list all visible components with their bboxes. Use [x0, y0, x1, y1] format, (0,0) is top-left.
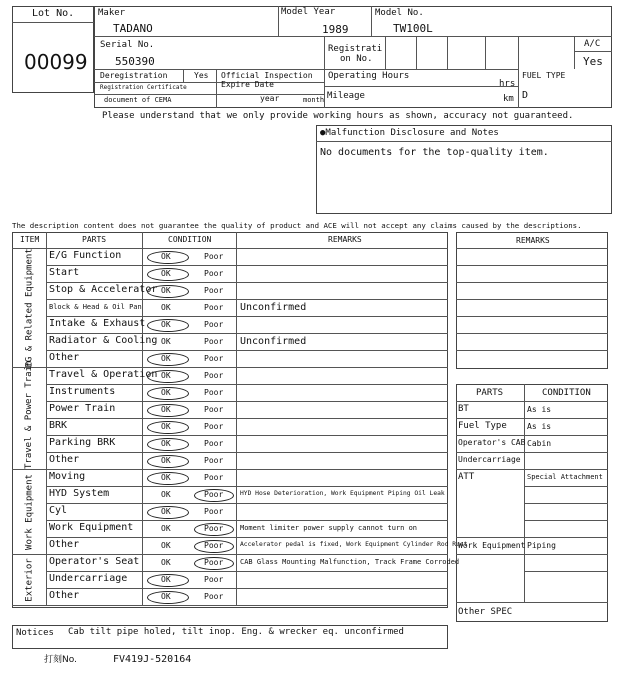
poor-option[interactable]: Poor: [204, 456, 224, 465]
right-condition-value: Special Attachment: [527, 473, 603, 481]
part-label: Travel & Operation: [49, 369, 158, 380]
ok-selected-circle: [147, 251, 189, 264]
mileage-label: Mileage: [327, 91, 365, 101]
table-header-parts: PARTS: [82, 235, 107, 244]
inspection-label-2: Expire Date: [221, 80, 274, 89]
other-spec-label: Other SPEC: [458, 607, 513, 617]
table-header-condition: CONDITION: [168, 235, 212, 244]
table-row: [46, 469, 448, 486]
remark-text: Unconfirmed: [240, 302, 307, 313]
ok-option[interactable]: OK: [161, 405, 171, 414]
poor-selected-circle: [194, 489, 234, 502]
malfunction-title: ●Malfunction Disclosure and Notes: [320, 128, 499, 138]
disclaimer: The description content does not guarantee the quality of product and ACE will not accept any claims caused by the descriptions.: [12, 221, 582, 230]
ok-selected-circle: [147, 591, 189, 604]
remark-text: HYD Hose Deterioration, Work Equipment Piping Oil Leak: [240, 490, 445, 497]
serial-value: 550390: [115, 55, 155, 68]
ok-option[interactable]: OK: [161, 371, 171, 380]
ok-option[interactable]: OK: [161, 439, 171, 448]
table-header-remarks: REMARKS: [328, 235, 362, 244]
registration-label-2: on No.: [340, 54, 373, 64]
poor-option[interactable]: Poor: [204, 269, 224, 278]
notices-label: Notices: [16, 628, 54, 638]
ok-option[interactable]: OK: [161, 252, 171, 261]
ok-option[interactable]: OK: [161, 558, 171, 567]
lot-number: 00099: [24, 50, 88, 74]
right-part-label: Operator's CAB: [458, 438, 526, 447]
right-condition-value: Cabin: [527, 439, 552, 448]
poor-option[interactable]: Poor: [204, 337, 224, 346]
maker-label: Maker: [98, 8, 126, 18]
part-label: Cyl: [49, 505, 68, 516]
part-label: Power Train: [49, 403, 116, 414]
right-condition-value: As is: [527, 405, 552, 414]
ok-option[interactable]: OK: [161, 422, 171, 431]
remark-text: Unconfirmed: [240, 336, 307, 347]
ok-option[interactable]: OK: [161, 575, 171, 584]
part-label: Other: [49, 352, 80, 363]
poor-option[interactable]: Poor: [204, 371, 224, 380]
poor-selected-circle: [194, 523, 234, 536]
row-divider: [46, 605, 448, 606]
model-no-label: Model No.: [375, 8, 424, 18]
right-part-label: BT: [458, 404, 469, 414]
table-row: [46, 350, 448, 367]
year-label: year: [260, 94, 280, 103]
ok-selected-circle: [147, 506, 189, 519]
poor-option[interactable]: Poor: [204, 439, 224, 448]
part-label: BRK: [49, 420, 68, 431]
ok-selected-circle: [147, 387, 189, 400]
ok-option[interactable]: OK: [161, 456, 171, 465]
fuel-type-label: FUEL TYPE: [522, 71, 566, 80]
part-label: Radiator & Cooling: [49, 335, 158, 346]
poor-option[interactable]: Poor: [204, 354, 224, 363]
stamp-label: 打刻No.: [44, 655, 77, 665]
ac-label: A/C: [584, 39, 601, 49]
hrs-label: hrs: [499, 79, 516, 89]
ok-option[interactable]: OK: [161, 507, 171, 516]
ok-selected-circle: [147, 455, 189, 468]
registration-label: Registrati: [328, 44, 383, 54]
ok-option[interactable]: OK: [161, 320, 171, 329]
poor-selected-circle: [194, 557, 234, 570]
poor-option[interactable]: Poor: [204, 303, 224, 312]
reg-cert-label: Registration Certificate: [100, 84, 187, 91]
serial-label: Serial No.: [100, 40, 155, 50]
poor-option[interactable]: Poor: [204, 575, 224, 584]
part-label: E/G Function: [49, 250, 122, 261]
remark-text: Accelerator pedal is fixed, Work Equipment Cylinder Rod Rust: [240, 541, 468, 548]
ok-option[interactable]: OK: [161, 337, 171, 346]
right-remarks-box: [456, 232, 608, 369]
inspection-label: Official Inspection: [221, 71, 313, 80]
deregistration-label: Deregistration: [100, 71, 168, 80]
ok-option[interactable]: OK: [161, 490, 171, 499]
part-label: Other: [49, 590, 80, 601]
model-no-value: TW100L: [393, 22, 433, 35]
malfunction-box: [316, 125, 612, 214]
poor-option[interactable]: Poor: [204, 388, 224, 397]
poor-option[interactable]: Poor: [204, 473, 224, 482]
work-equipment-value: Piping: [527, 541, 556, 550]
right-condition-value: As is: [527, 422, 552, 431]
ok-option[interactable]: OK: [161, 303, 171, 312]
part-label: Operator's Seat: [49, 556, 140, 567]
ok-selected-circle: [147, 319, 189, 332]
poor-option[interactable]: Poor: [204, 541, 224, 550]
table-header-item: ITEM: [20, 235, 40, 244]
ok-selected-circle: [147, 353, 189, 366]
poor-option[interactable]: Poor: [204, 507, 224, 516]
ok-option[interactable]: OK: [161, 354, 171, 363]
poor-option[interactable]: Poor: [204, 592, 224, 601]
group-label: Exterior: [24, 557, 34, 602]
working-hours-note: Please understand that we only provide working hours as shown, accuracy not guaranteed.: [102, 111, 574, 121]
ok-option[interactable]: OK: [161, 592, 171, 601]
ac-value: Yes: [583, 55, 603, 68]
lot-label: Lot No.: [32, 8, 75, 19]
part-label: Work Equipment: [49, 522, 134, 533]
poor-option[interactable]: Poor: [204, 524, 224, 533]
right-remarks-header: REMARKS: [516, 236, 550, 245]
right-part-label: Undercarriage: [458, 455, 521, 464]
fuel-type-value: D: [522, 90, 529, 101]
part-label: HYD System: [49, 488, 110, 499]
part-label: Block & Head & Oil Pan: [49, 303, 142, 311]
table-row: [46, 503, 448, 520]
stamp-number: FV419J-520164: [113, 654, 192, 665]
ok-option[interactable]: OK: [161, 524, 171, 533]
right-part-label: Fuel Type: [458, 421, 507, 431]
ok-selected-circle: [147, 370, 189, 383]
ok-selected-circle: [147, 268, 189, 281]
ok-selected-circle: [147, 421, 189, 434]
table-row: [46, 418, 448, 435]
poor-option[interactable]: Poor: [204, 320, 224, 329]
deregistration-value: Yes: [194, 71, 209, 80]
poor-selected-circle: [194, 540, 234, 553]
part-label: Start: [49, 267, 80, 278]
poor-option[interactable]: Poor: [204, 422, 224, 431]
ok-option[interactable]: OK: [161, 269, 171, 278]
poor-option[interactable]: Poor: [204, 558, 224, 567]
km-label: km: [503, 94, 514, 104]
part-label: Intake & Exhaust: [49, 318, 146, 329]
ok-selected-circle: [147, 438, 189, 451]
poor-option[interactable]: Poor: [204, 405, 224, 414]
ok-option[interactable]: OK: [161, 473, 171, 482]
ok-selected-circle: [147, 285, 189, 298]
part-label: Other: [49, 454, 80, 465]
ok-selected-circle: [147, 472, 189, 485]
group-label: EG & Related Equipment: [24, 247, 34, 367]
model-year-label: Model Year: [281, 7, 336, 17]
model-year-value: 1989: [322, 23, 349, 36]
group-label: Work Equipment: [24, 473, 34, 550]
malfunction-text: No documents for the top-quality item.: [320, 147, 549, 158]
poor-option[interactable]: Poor: [204, 490, 224, 499]
part-label: Moving: [49, 471, 86, 482]
ok-option[interactable]: OK: [161, 541, 171, 550]
maker-value: TADANO: [113, 22, 153, 35]
part-label: Instruments: [49, 386, 116, 397]
poor-option[interactable]: Poor: [204, 252, 224, 261]
part-label: Stop & Accelerator: [49, 284, 158, 295]
table-row: [46, 265, 448, 282]
month-label: month: [303, 96, 325, 104]
poor-option[interactable]: Poor: [204, 286, 224, 295]
ok-selected-circle: [147, 404, 189, 417]
part-label: Parking BRK: [49, 437, 116, 448]
right-parts-header: PARTS: [476, 388, 504, 398]
ok-option[interactable]: OK: [161, 286, 171, 295]
op-hours-label: Operating Hours: [328, 71, 410, 81]
ok-option[interactable]: OK: [161, 388, 171, 397]
table-row: [46, 588, 448, 605]
remark-text: Moment limiter power supply cannot turn on: [240, 524, 418, 532]
right-condition-header: CONDITION: [542, 388, 591, 398]
table-row: [46, 452, 448, 469]
right-part-label: ATT: [458, 472, 475, 482]
part-label: Undercarriage: [49, 573, 128, 584]
notices-text: Cab tilt pipe holed, tilt inop. Eng. & wrecker eq. unconfirmed: [68, 627, 404, 637]
remark-text: CAB Glass Mounting Malfunction, Track Frame Corroded: [240, 558, 460, 566]
ok-selected-circle: [147, 574, 189, 587]
part-label: Other: [49, 539, 80, 550]
cema-label: document of CEMA: [104, 96, 172, 104]
group-label: Travel & Power Train: [24, 360, 34, 469]
work-equipment-label: Work Equipment: [458, 541, 526, 550]
